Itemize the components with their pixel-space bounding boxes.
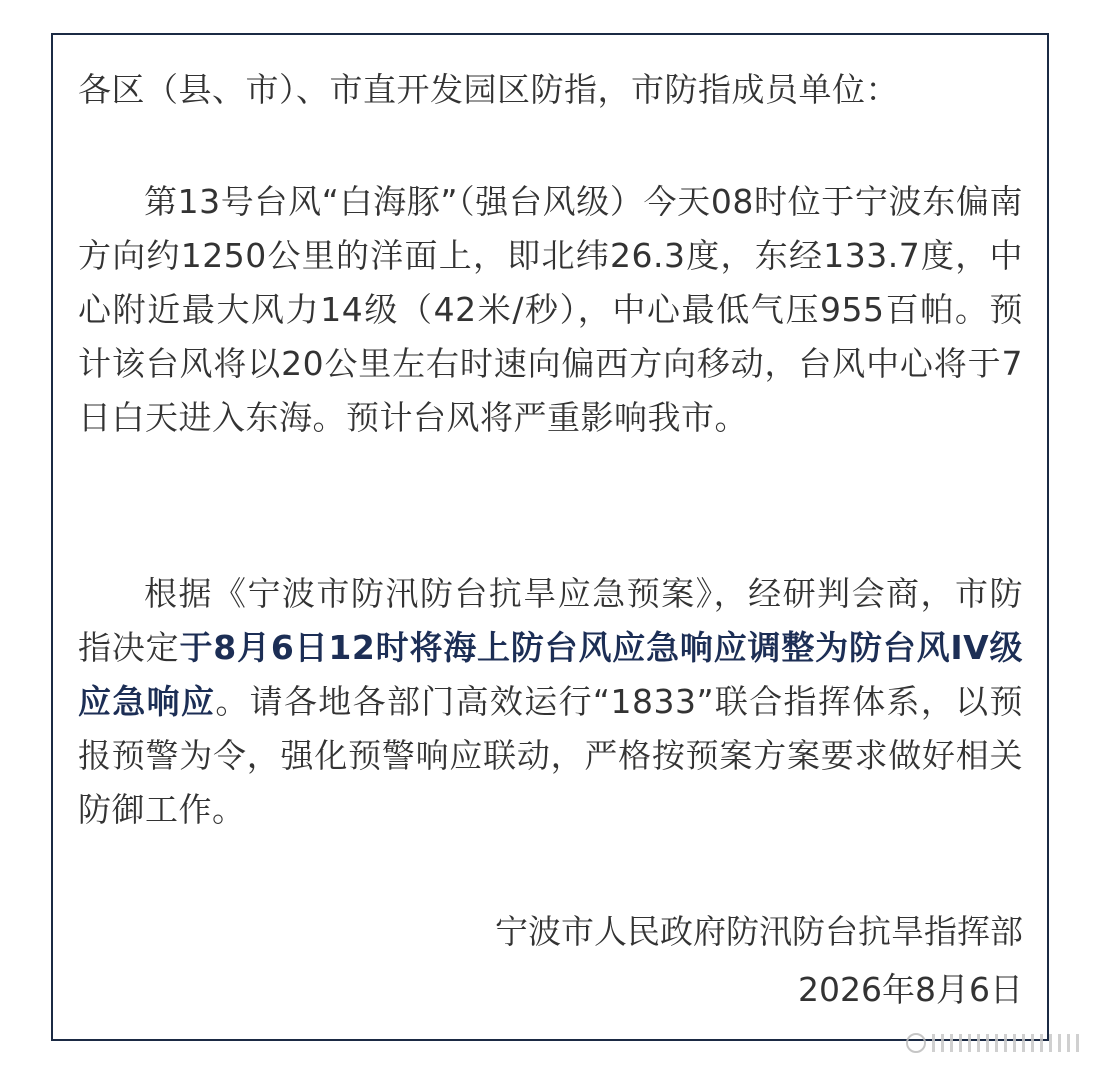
watermark-logo — [906, 1025, 1084, 1061]
notice-paragraph-typhoon-info: 第13号台风“白海豚”（强台风级）今天08时位于宁波东偏南方向约1250公里的洋面上，即北纬26.3度，东经133.7度，中心附近最大风力14级（42米/秒），中心最低气压955百帕。预计该台风将以20公里左右时速向偏西方向移动，台风中心将于7日白天进入东海。预计台风将严重影响我市。 — [78, 182, 1023, 437]
watermark-circle-icon — [906, 1033, 926, 1053]
watermark-stripes — [932, 1034, 1084, 1052]
paragraph-2-lead-text: 根据《宁波市防汛防台抗旱应急预案》，经研判会商，市防指决定 — [78, 574, 1023, 667]
paragraph-2-trailing-text: 。请各地各部门高效运行“1833”联合指挥体系，以预报预警为令，强化预警响应联动，严格按预案方案要求做好相关防御工作。 — [78, 682, 1023, 829]
signature-organization: 宁波市人民政府防汛防台抗旱指挥部 — [495, 912, 1023, 951]
emphasized-decision-text: 于8月6日12时将海上防台风应急响应调整为防台风IV级应急响应 — [78, 628, 1024, 721]
notice-paragraph-response-decision — [78, 567, 1023, 837]
notice-salutation: 各区（县、市）、市直开发园区防指，市防指成员单位： — [78, 70, 899, 109]
signature-date: 2026年8月6日 — [798, 970, 1023, 1009]
